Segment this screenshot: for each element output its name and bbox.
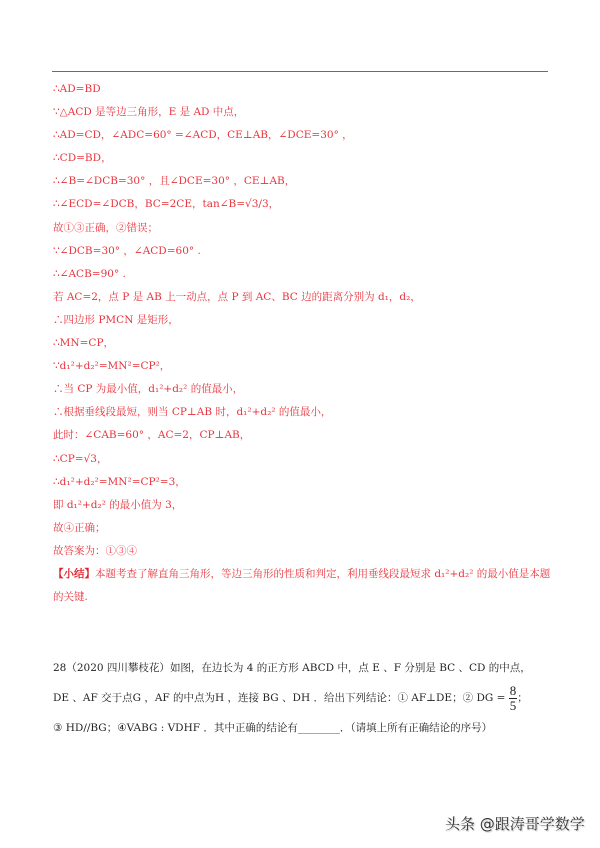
summary-text: 本题考查了解直角三角形，等边三角形的性质和判定，利用垂线段最短求 d₁²+d₂² 的最小值是本题的关键. (53, 567, 551, 603)
solution-line: ∴当 CP 为最小值，d₁²+d₂² 的值最小， (53, 383, 244, 396)
solution-line: 故①③正确，②错误； (53, 221, 158, 234)
summary-paragraph (53, 563, 553, 609)
problem-line-2 (53, 681, 563, 715)
header-divider (52, 71, 548, 72)
problem-line-3 (53, 715, 563, 741)
solution-line: ∴CD=BD， (53, 152, 112, 165)
watermark: 头条 @跟涛哥学数学 (445, 815, 585, 833)
solution-line: 此时：∠CAB=60° ，AC=2，CP⊥AB， (53, 429, 251, 442)
fraction-8-5 (509, 684, 518, 713)
solution-line: ∴CP=√3， (53, 452, 108, 465)
problem-source: （2020 四川攀枝花） (66, 662, 170, 674)
fraction-denominator: 5 (509, 697, 517, 713)
solution-line: 故答案为：①③④ (53, 544, 137, 557)
problem-text: 如图，在边长为 4 的正方形 ABCD 中，点 E 、F 分别是 BC 、CD 的中点， (169, 662, 531, 674)
problem-block (53, 655, 563, 741)
solution-line: ∴d₁²+d₂²=MN²=CP²=3， (53, 475, 186, 488)
solution-line: ∴四边形 PMCN 是矩形， (53, 313, 179, 326)
solution-line: ∴AD=CD，∠ADC=60° =∠ACD，CE⊥AB，∠DCE=30° ， (53, 129, 353, 142)
problem-text: ③ HD//BG；④VABG : VDHF ．其中正确的结论有________．（请填上所有正确结论的序号） (53, 722, 493, 734)
solution-line: 故④正确； (53, 521, 106, 534)
solution-line: ∴∠ECD=∠DCB，BC=2CE，tan∠B=√3/3， (53, 198, 280, 211)
solution-line: 即 d₁²+d₂² 的最小值为 3， (53, 498, 183, 511)
solution-line: ∴MN=CP， (53, 337, 115, 350)
solution-line: 若 AC=2，点 P 是 AB 上一动点，点 P 到 AC、BC 边的距离分别为 d₁，d₂， (53, 290, 421, 303)
summary-label: 【小结】 (53, 567, 95, 580)
solution-line: ∴AD=BD (53, 83, 101, 95)
solution-line: ∵d₁²+d₂²=MN²=CP²， (53, 360, 171, 373)
solution-line: ∴∠ACB=90° . (53, 267, 126, 280)
problem-line-1 (53, 655, 563, 681)
fraction-numerator: 8 (509, 682, 517, 698)
solution-line: ∵△ACD 是等边三角形，E 是 AD 中点， (53, 106, 245, 119)
problem-text: DE 、AF 交于点G ，AF 的中点为H ，连接 BG 、DH ．给出下列结论：① AF⊥DE；② DG = (53, 692, 506, 704)
solution-line: ∵∠DCB=30° ，∠ACD=60° . (53, 244, 201, 257)
problem-number: 28 (53, 662, 67, 674)
solution-line: ∴根据垂线段最短，则当 CP⊥AB 时，d₁²+d₂² 的值最小， (53, 406, 332, 419)
problem-text: ； (517, 692, 528, 704)
solution-block (53, 78, 553, 609)
solution-line: ∴∠B=∠DCB=30° ，且∠DCE=30° ，CE⊥AB， (53, 175, 296, 188)
